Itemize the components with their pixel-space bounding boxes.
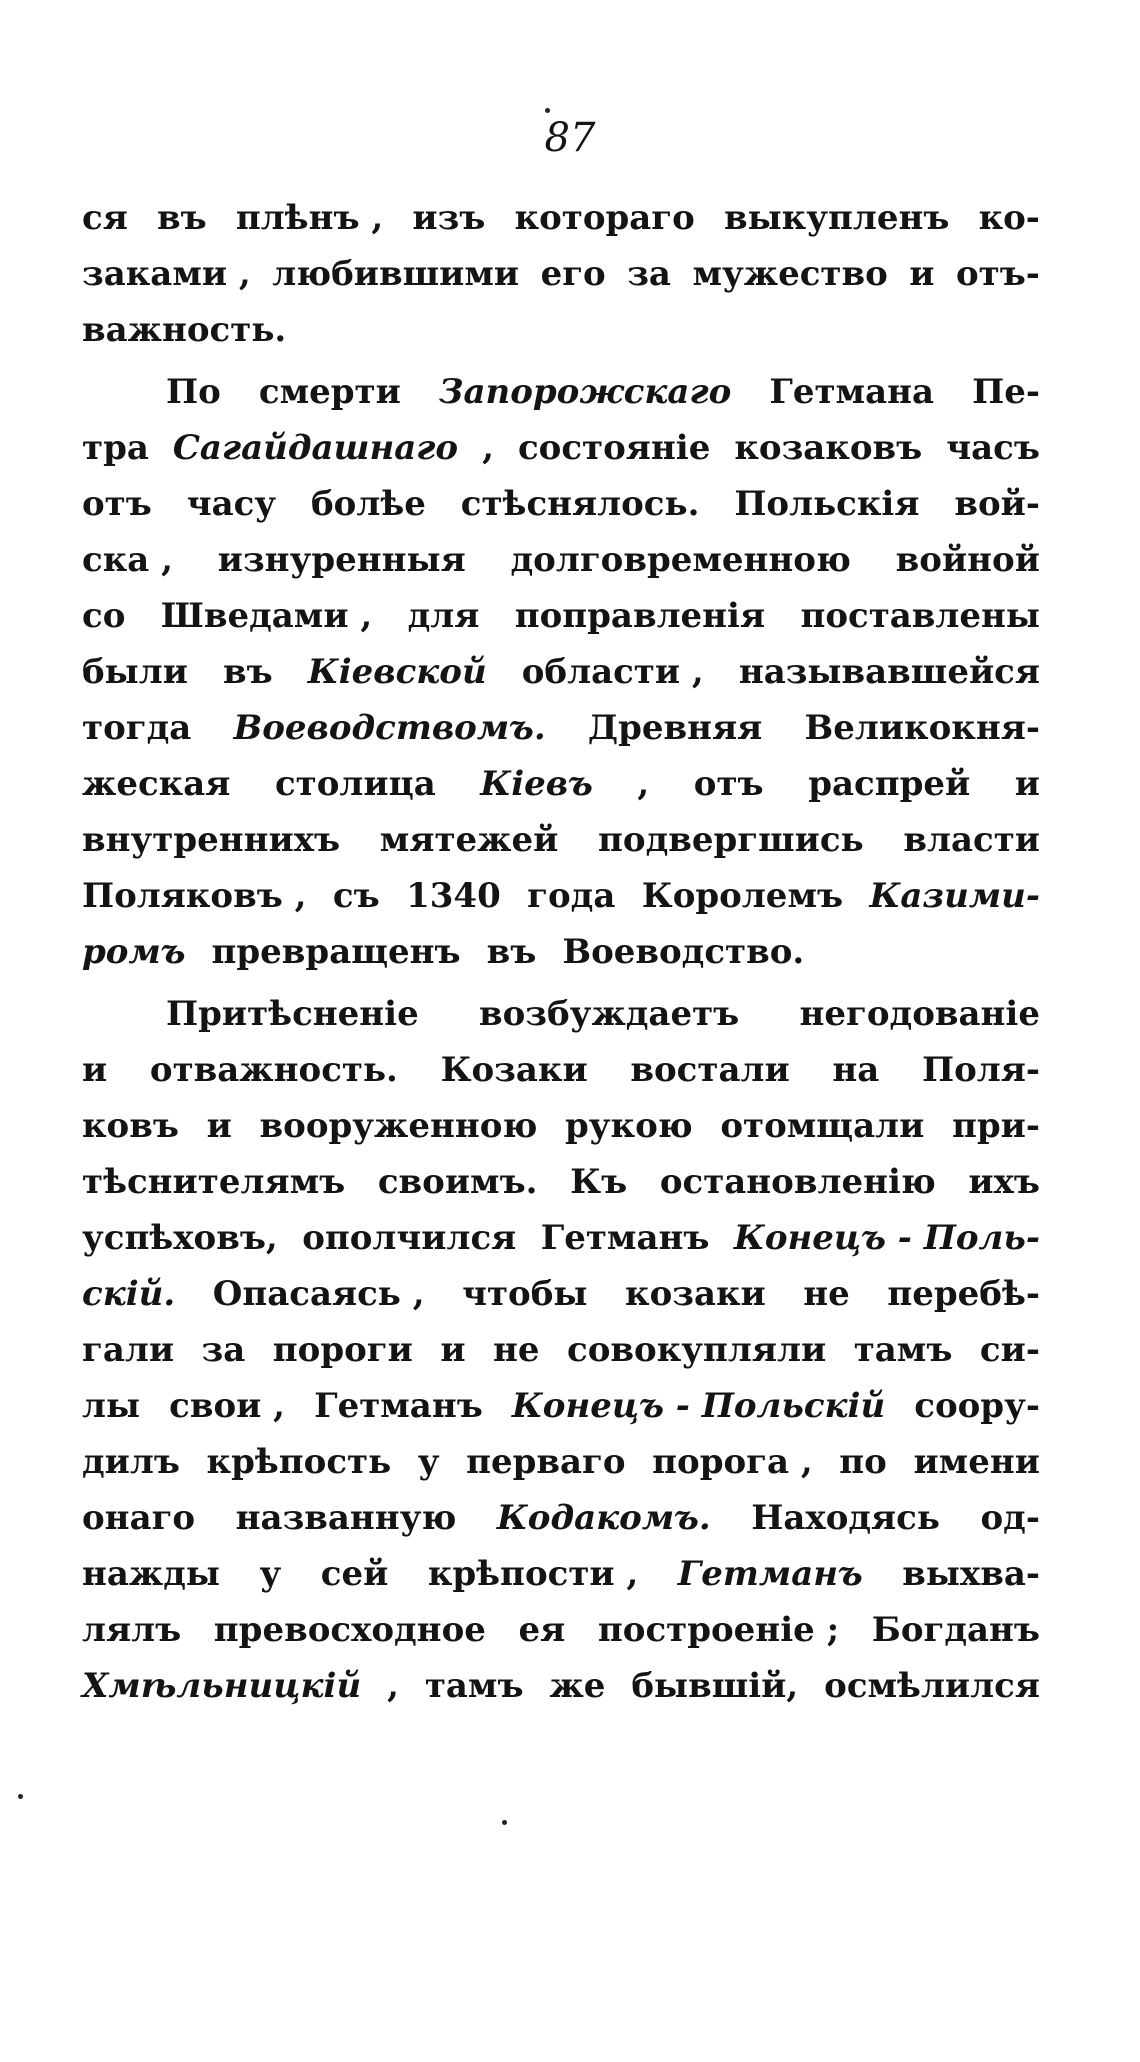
text-line	[82, 1218, 1040, 1274]
word: козаки	[625, 1274, 766, 1314]
text-line	[82, 198, 1040, 254]
word: смерти	[258, 372, 401, 412]
italic-word: Кіевской	[307, 652, 487, 692]
word: бывшій,	[631, 1666, 799, 1706]
word: ополчился	[302, 1218, 517, 1258]
word: лы	[82, 1386, 141, 1426]
italic-word: скій.	[82, 1274, 176, 1314]
word: часу	[186, 484, 277, 524]
word: негодованіе	[799, 994, 1040, 1034]
word: выхва-	[902, 1554, 1040, 1594]
text-line	[82, 1050, 1040, 1106]
word: отъ-	[955, 254, 1040, 294]
word: дилъ	[82, 1442, 180, 1482]
word: плѣнъ ,	[235, 198, 384, 238]
word: Богданъ	[871, 1610, 1040, 1650]
text-line	[82, 1554, 1040, 1610]
word: вооруженною	[259, 1106, 538, 1146]
word: Гетмана	[769, 372, 935, 412]
word: котораго	[514, 198, 695, 238]
word: въ	[486, 932, 537, 972]
word: своимъ.	[377, 1162, 538, 1202]
word: козаковъ	[734, 428, 923, 468]
word: Поляковъ ,	[82, 876, 307, 916]
word: Великокня-	[804, 708, 1040, 748]
text-line	[82, 596, 1040, 652]
word: превращенъ	[211, 932, 461, 972]
word: востали	[630, 1050, 790, 1090]
word: Шведами ,	[160, 596, 373, 636]
word: тамъ	[853, 1330, 953, 1370]
page-number: 87	[544, 115, 596, 161]
word: имени	[913, 1442, 1040, 1482]
italic-word: Воеводствомъ.	[233, 708, 546, 748]
word: Королемъ	[641, 876, 844, 916]
word: состояніе	[517, 428, 711, 468]
word: успѣховъ,	[82, 1218, 278, 1258]
text-line	[82, 254, 1040, 310]
word: Пе-	[972, 372, 1040, 412]
italic-word: Сагайдашнаго	[172, 428, 459, 468]
word: си-	[979, 1330, 1040, 1370]
word: съ	[332, 876, 380, 916]
word: вой-	[954, 484, 1040, 524]
word: долговременною	[510, 540, 851, 580]
italic-word: Кодакомъ.	[496, 1498, 711, 1538]
word: и	[440, 1330, 466, 1370]
word: крѣпости ,	[427, 1554, 639, 1594]
word: отомщали	[720, 1106, 925, 1146]
word: отважность.	[149, 1050, 398, 1090]
word: остановленію	[659, 1162, 936, 1202]
text-line	[82, 764, 1040, 820]
word: Гетманъ	[314, 1386, 483, 1426]
word: тогда	[82, 708, 192, 748]
word: Поля-	[921, 1050, 1040, 1090]
word: изъ	[412, 198, 486, 238]
word: Притѣсненіе	[166, 994, 419, 1034]
word: ,	[637, 764, 650, 804]
word: Древняя	[587, 708, 763, 748]
word: перваго	[466, 1442, 626, 1482]
word: часъ	[946, 428, 1040, 468]
word: заками ,	[82, 254, 251, 294]
word: ,	[387, 1666, 399, 1706]
text-line	[82, 1386, 1040, 1442]
word: 1340	[406, 876, 501, 916]
word: называвшейся	[738, 652, 1040, 692]
word: распрей	[808, 764, 971, 804]
word: превосходное	[213, 1610, 486, 1650]
word: любившими	[272, 254, 520, 294]
word: Козаки	[440, 1050, 588, 1090]
word: Находясь	[751, 1498, 940, 1538]
word: соору-	[914, 1386, 1040, 1426]
word: за	[201, 1330, 246, 1370]
word: не	[493, 1330, 540, 1370]
word: въ	[223, 652, 273, 692]
word: столица	[274, 764, 436, 804]
italic-word: Конецъ - Поль-	[733, 1218, 1040, 1258]
word: года	[527, 876, 616, 916]
text-line	[82, 932, 1040, 988]
print-speck	[18, 1794, 23, 1799]
text-line	[82, 652, 1040, 708]
italic-word: Конецъ - Польскій	[511, 1386, 886, 1426]
word: болѣе	[311, 484, 426, 524]
word: изнуренныя	[217, 540, 466, 580]
word: при-	[952, 1106, 1040, 1146]
text-line	[82, 1106, 1040, 1162]
word: у	[259, 1554, 282, 1594]
word: тѣснителямъ	[82, 1162, 346, 1202]
word: выкупленъ	[723, 198, 950, 238]
word: осмѣлился	[824, 1666, 1040, 1706]
word: стѣснялось.	[460, 484, 700, 524]
word: Гетманъ	[540, 1218, 710, 1258]
word: и	[1014, 764, 1040, 804]
word: власти	[903, 820, 1040, 860]
word: тра	[82, 428, 149, 468]
word: у	[417, 1442, 440, 1482]
italic-word: Гетманъ	[677, 1554, 863, 1594]
word: построеніе ;	[597, 1610, 840, 1650]
word: Къ	[570, 1162, 628, 1202]
text-line	[82, 1330, 1040, 1386]
word: же	[549, 1666, 606, 1706]
text-line	[82, 1442, 1040, 1498]
text-line	[82, 708, 1040, 764]
word: возбуждаетъ	[479, 994, 740, 1034]
word: были	[82, 652, 188, 692]
word: ,	[482, 428, 494, 468]
word: и	[206, 1106, 232, 1146]
word: сей	[320, 1554, 389, 1594]
italic-word: Кіевъ	[480, 764, 593, 804]
word: въ	[156, 198, 207, 238]
word: не	[803, 1274, 850, 1314]
word: мужество	[692, 254, 888, 294]
word: крѣпость	[206, 1442, 392, 1482]
word: Воеводство.	[562, 932, 805, 972]
word: гали	[82, 1330, 175, 1370]
word: и	[909, 254, 935, 294]
text-line	[82, 540, 1040, 596]
word: за	[627, 254, 671, 294]
text-line	[82, 310, 1040, 366]
text-line	[82, 484, 1040, 540]
word: ска ,	[82, 540, 173, 580]
word: чтобы	[462, 1274, 588, 1314]
word: отъ	[82, 484, 152, 524]
italic-word: Запорожскаго	[438, 372, 732, 412]
word: тамъ	[424, 1666, 524, 1706]
word: ея	[518, 1610, 566, 1650]
print-speck	[502, 1820, 507, 1825]
word: пороги	[272, 1330, 413, 1370]
text-line	[82, 876, 1040, 932]
word: совокупляли	[567, 1330, 827, 1370]
word: поправленія	[514, 596, 766, 636]
word: онаго	[82, 1498, 196, 1538]
word: ся	[82, 198, 128, 238]
text-line	[82, 1162, 1040, 1218]
word: нажды	[82, 1554, 220, 1594]
italic-word: Хмѣльницкій	[82, 1666, 362, 1706]
italic-word: ромъ	[82, 932, 186, 972]
italic-word: Казими-	[869, 876, 1040, 916]
word: подвергшись	[598, 820, 864, 860]
word: внутреннихъ	[82, 820, 341, 860]
word: рукою	[565, 1106, 693, 1146]
word: По	[166, 372, 221, 412]
word: по	[839, 1442, 887, 1482]
word: отъ	[693, 764, 764, 804]
word: перебѣ-	[887, 1274, 1040, 1314]
text-line	[82, 820, 1040, 876]
text-line	[82, 428, 1040, 484]
text-line	[82, 372, 1040, 428]
text-line	[82, 1498, 1040, 1554]
word: на	[832, 1050, 880, 1090]
word: ихъ	[968, 1162, 1040, 1202]
word: од-	[980, 1498, 1040, 1538]
word: лялъ	[82, 1610, 182, 1650]
word: мятежей	[379, 820, 559, 860]
word: Опасаясь ,	[212, 1274, 425, 1314]
word: важность.	[82, 310, 287, 350]
word: порога ,	[652, 1442, 813, 1482]
word: поставлены	[800, 596, 1040, 636]
word: Польскія	[734, 484, 920, 524]
word: области ,	[521, 652, 704, 692]
word: жеская	[82, 764, 231, 804]
word: войной	[895, 540, 1040, 580]
word: со	[82, 596, 126, 636]
text-line	[82, 1610, 1040, 1666]
word: ковъ	[82, 1106, 179, 1146]
word: свои ,	[169, 1386, 286, 1426]
word: ко-	[978, 198, 1040, 238]
text-line	[82, 994, 1040, 1050]
word: его	[540, 254, 606, 294]
word: названную	[235, 1498, 457, 1538]
word: для	[407, 596, 480, 636]
word: и	[82, 1050, 108, 1090]
body-text	[82, 198, 1040, 1722]
text-line	[82, 1274, 1040, 1330]
text-line	[82, 1666, 1040, 1722]
print-speck	[545, 108, 550, 113]
